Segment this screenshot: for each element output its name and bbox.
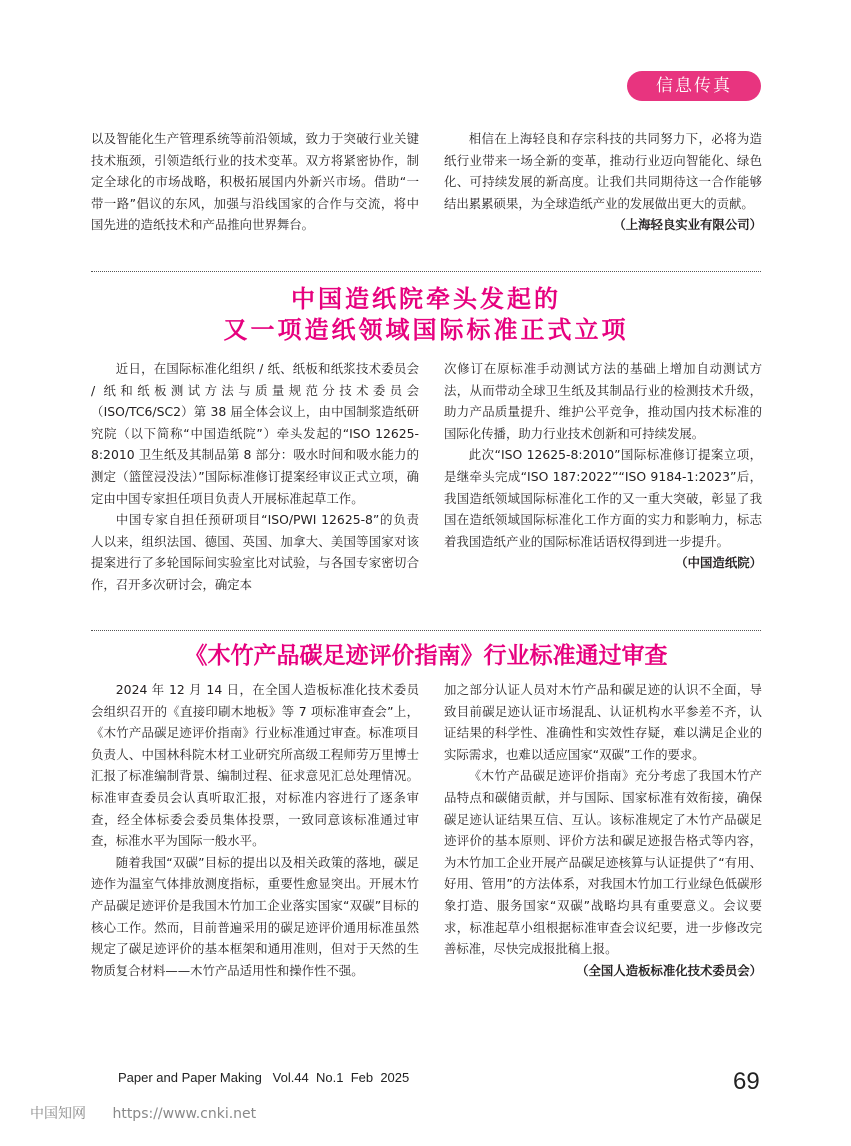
article1-right-column xyxy=(444,128,762,236)
article1-source: （上海轻良实业有限公司） xyxy=(613,217,762,233)
article2-left-p1: 近日，在国际标准化组织 / 纸、纸板和纸浆技术委员会 / 纸和纸板测试方法与质量规范分技术委员会（ISO/TC6/SC2）第 38 届全体会议上，由中国制浆造纸研究院（以下简称“中国造纸院”）牵头发起的“ISO 12625-8:2010 卫生纸及其制品第 8 部分：吸水时间和吸水能力的测定（篮筐浸没法）”国际标准修订提案经审议正式立项，确定由中国专家担任项目负责人开展标准起草工作。 xyxy=(91,361,419,506)
watermark-site-name: 中国知网 xyxy=(30,1106,86,1122)
article1-right-text: 相信在上海轻良和存宗科技的共同努力下，必将为造纸行业带来一场全新的变革，推动行业迈向智能化、绿色化、可持续发展的新高度。让我们共同期待这一合作能够结出累累硕果，为全球造纸产业的发展做出更大的贡献。 xyxy=(444,131,762,211)
article2-title xyxy=(91,284,761,346)
article1-left-text: 以及智能化生产管理系统等前沿领域，致力于突破行业关键技术瓶颈，引领造纸行业的技术变革。双方将紧密协作，制定全球化的市场战略，积极拓展国内外新兴市场。借助“一带一路”倡议的东风，加强与沿线国家的合作与交流，将中国先进的造纸技术和产品推向世界舞台。 xyxy=(91,131,419,233)
article3-left-column xyxy=(91,679,419,981)
article2-right-p1: 次修订在原标准手动测试方法的基础上增加自动测试方法，从而带动全球卫生纸及其制品行业的检测技术升级，助力产品质量提升、维护公平竞争，推动国内技术标准的国际化传播，助力行业技术创新和可持续发展。 xyxy=(444,361,762,441)
article3-right-p2: 《木竹产品碳足迹评价指南》充分考虑了我国木竹产品特点和碳储贡献，并与国际、国家标准有效衔接，确保碳足迹认证结果互信、互认。该标准规定了木竹产品碳足迹评价的基本原则、评价方法和碳足迹报告格式等内容，为木竹加工企业开展产品碳足迹核算与认证提供了“有用、好用、管用”的方法体系，对我国木竹加工行业绿色低碳形象打造、服务国家“双碳”战略均具有重要意义。会议要求，标准起草小组根据标准审查会议纪要，进一步修改完善标准，尽快完成报批稿上报。 xyxy=(444,768,762,957)
article2-right-p2: 此次“ISO 12625-8:2010”国际标准修订提案立项，是继牵头完成“ISO 187:2022”“ISO 9184-1:2023”后，我国造纸领域国际标准化工作的又一重大突破，彰显了我国在造纸领域国际标准化工作方面的实力和影响力，标志着我国造纸产业的国际标准话语权得到进一步提升。 xyxy=(444,447,762,549)
article2-left-column xyxy=(91,358,419,596)
article2-title-line2: 又一项造纸领域国际标准正式立项 xyxy=(223,316,629,344)
divider xyxy=(91,630,761,631)
article3-right-column xyxy=(444,679,762,981)
article2-title-line1: 中国造纸院牵头发起的 xyxy=(291,285,561,313)
article3-left-p1: 2024 年 12 月 14 日，在全国人造板标准化技术委员会组织召开的《直接印刷木地板》等 7 项标准审查会”上，《木竹产品碳足迹评价指南》行业标准通过审查。标准项目负责人、中国林科院木材工业研究所高级工程师劳万里博士汇报了标准编制背景、编制过程、征求意见汇总处理情况。标准审查委员会认真听取汇报，对标准内容进行了逐条审查，经全体标委会委员集体投票，一致同意该标准通过审查，标准水平为国际一般水平。 xyxy=(91,682,419,849)
article3-source: （全国人造板标准化技术委员会） xyxy=(576,962,762,978)
section-badge: 信息传真 xyxy=(627,71,761,101)
article2-left-p2: 中国专家自担任预研项目“ISO/PWI 12625-8”的负责人以来，组织法国、德国、英国、加拿大、美国等国家对该提案进行了多轮国际间实验室比对试验，与各国专家密切合作，召开多次研讨会，确定本 xyxy=(91,512,419,592)
page-number: 69 xyxy=(733,1068,760,1095)
article3-title: 《木竹产品碳足迹评价指南》行业标准通过审查 xyxy=(184,643,668,669)
watermark xyxy=(30,1103,278,1123)
divider xyxy=(91,271,761,272)
journal-footer: Paper and Paper Making Vol.44 No.1 Feb 2025 xyxy=(118,1070,410,1085)
article1-left-column xyxy=(91,128,419,236)
article3-left-p2: 随着我国“双碳”目标的提出以及相关政策的落地，碳足迹作为温室气体排放测度指标，重要性愈显突出。开展木竹产品碳足迹评价是我国木竹加工企业落实国家“双碳”目标的核心工作。然而，目前普遍采用的碳足迹评价通用标准虽然规定了碳足迹评价的基本框架和通用准则，但对于天然的生物质复合材料——木竹产品适用性和操作性不强。 xyxy=(91,854,419,978)
article2-right-column xyxy=(444,358,762,574)
article3-right-p1: 加之部分认证人员对木竹产品和碳足迹的认识不全面，导致目前碳足迹认证市场混乱、认证机构水平参差不齐，认证结果的科学性、准确性和实效性存疑，难以满足企业的实际需求，也难以适应国家“双碳”工作的要求。 xyxy=(444,682,762,762)
watermark-url[interactable]: https://www.cnki.net xyxy=(112,1106,257,1122)
article2-source: （中国造纸院） xyxy=(675,555,762,571)
